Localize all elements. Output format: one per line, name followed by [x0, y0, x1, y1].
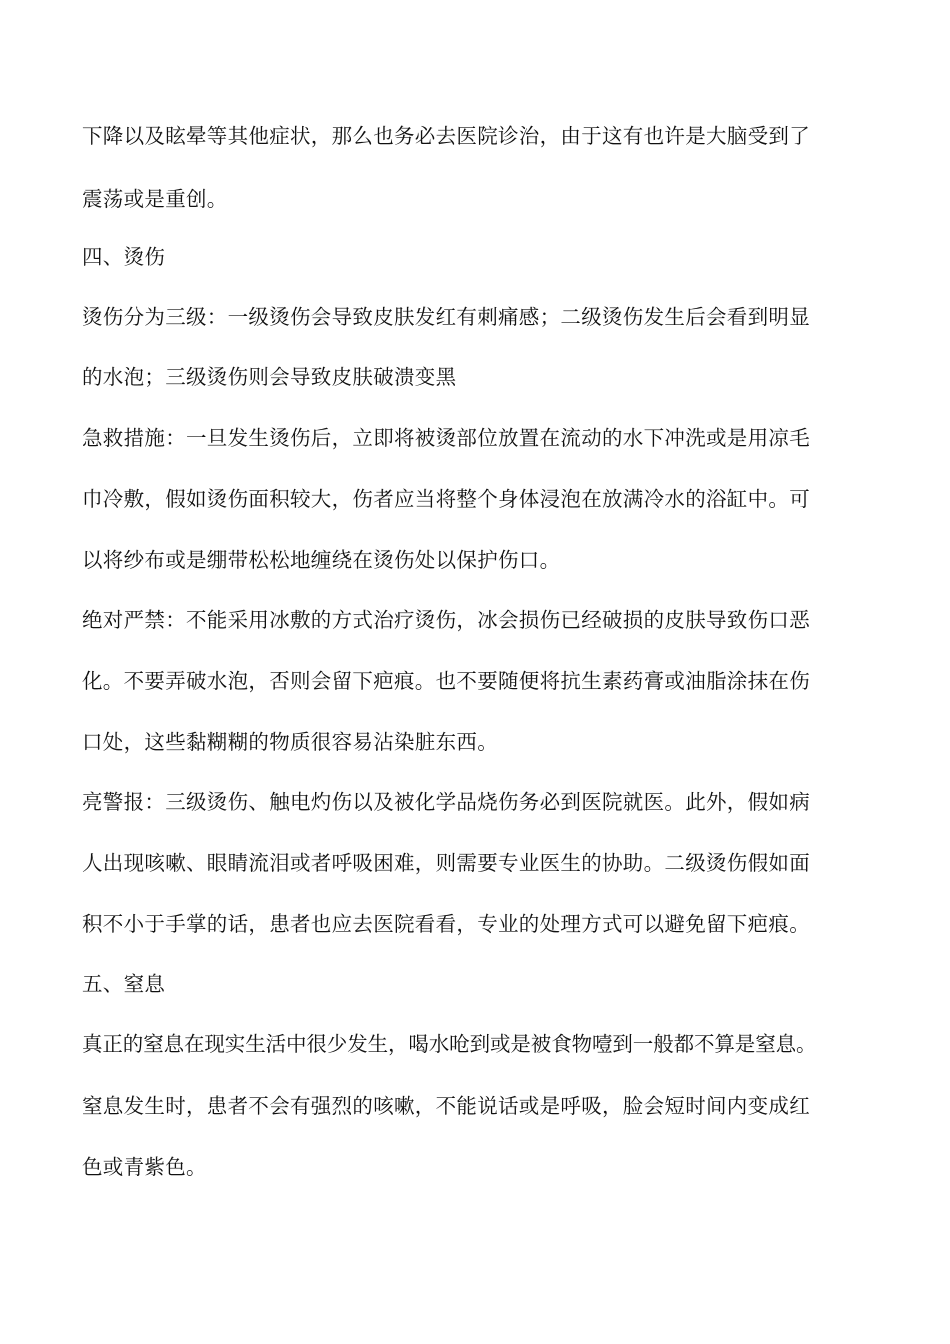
text-line: 色或青紫色。: [82, 1155, 207, 1179]
text-line: 的水泡；三级烫伤则会导致皮肤破溃变黑: [82, 365, 457, 389]
text-line: 巾冷敷，假如烫伤面积较大，伤者应当将整个身体浸泡在放满冷水的浴缸中。可: [82, 487, 810, 511]
text-line: 化。不要弄破水泡，否则会留下疤痕。也不要随便将抗生素药膏或油脂涂抹在伤: [82, 669, 810, 693]
text-line: 烫伤分为三级：一级烫伤会导致皮肤发红有刺痛感；二级烫伤发生后会看到明显: [82, 305, 810, 329]
text-line: 绝对严禁：不能采用冰敷的方式治疗烫伤，冰会损伤已经破损的皮肤导致伤口恶: [82, 608, 810, 632]
section-heading-burns: 四、烫伤: [82, 245, 166, 269]
text-line: 下降以及眩晕等其他症状，那么也务必去医院诊治，由于这有也许是大脑受到了: [82, 124, 810, 148]
text-line: 人出现咳嗽、眼睛流泪或者呼吸困难，则需要专业医生的协助。二级烫伤假如面: [82, 851, 810, 875]
text-line: 急救措施：一旦发生烫伤后，立即将被烫部位放置在流动的水下冲洗或是用凉毛: [82, 426, 810, 450]
text-line: 亮警报：三级烫伤、触电灼伤以及被化学品烧伤务必到医院就医。此外，假如病: [82, 790, 810, 814]
text-line: 震荡或是重创。: [82, 187, 228, 211]
text-line: 口处，这些黏糊糊的物质很容易沾染脏东西。: [82, 730, 498, 754]
text-line: 以将纱布或是绷带松松地缠绕在烫伤处以保护伤口。: [82, 548, 561, 572]
section-heading-choking: 五、窒息: [82, 972, 166, 996]
text-line: 窒息发生时，患者不会有强烈的咳嗽，不能说话或是呼吸，脸会短时间内变成红: [82, 1094, 810, 1118]
text-line: 真正的窒息在现实生活中很少发生，喝水呛到或是被食物噎到一般都不算是窒息。: [82, 1032, 817, 1056]
text-line: 积不小于手掌的话，患者也应去医院看看，专业的处理方式可以避免留下疤痕。: [82, 912, 810, 936]
